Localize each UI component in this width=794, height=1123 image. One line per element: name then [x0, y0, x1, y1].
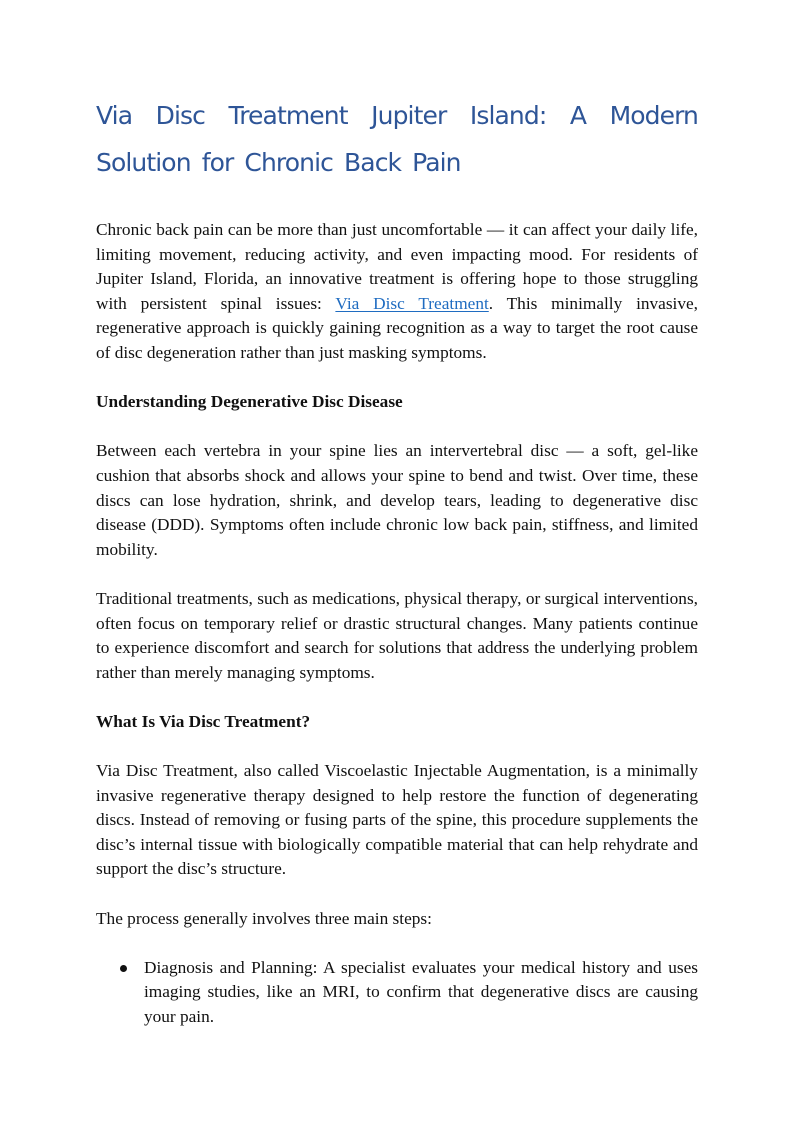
bullet-icon: [120, 965, 127, 972]
intro-text-before-link: Chronic back pain can be more than just uncomfortable — it can affect your daily life, limiting movement, reducing activity, and even impacting mood. For residents of Jupiter Island, Florida, an innovative treatment is offering hope to those struggling with persistent spinal issues:: [96, 220, 698, 313]
document-title: Via Disc Treatment Jupiter Island: A Modern Solution for Chronic Back Pain: [96, 101, 698, 177]
section-heading-understanding-ddd: Understanding Degenerative Disc Disease: [96, 392, 403, 412]
intro-paragraph: [96, 218, 698, 366]
ddd-paragraph-2: Traditional treatments, such as medications, physical therapy, or surgical interventions, often focus on temporary relief or drastic structural changes. Many patients continue to experience discomfort and search for solutions that address the underlying problem rather than merely managing symptoms.: [96, 588, 698, 682]
intro-text-after-link: . This minimally invasive, regenerative approach is quickly gaining recognition as a way to target the root cause of disc degeneration rather than just masking symptoms.: [96, 293, 698, 362]
list-item-text: Diagnosis and Planning: A specialist evaluates your medical history and uses imaging studies, like an MRI, to confirm that degenerative discs are causing your pain.: [144, 957, 698, 1026]
section-heading-what-is-via-disc: What Is Via Disc Treatment?: [96, 711, 311, 731]
via-disc-paragraph-1: Via Disc Treatment, also called Viscoelastic Injectable Augmentation, is a minimally invasive regenerative therapy designed to help restore the function of degenerating discs. Instead of removing or fusing parts of the spine, this procedure supplements the disc’s internal tissue with biologically compatible material that can help rehydrate and support the disc’s structure.: [96, 761, 698, 879]
document-page: [96, 92, 698, 1030]
via-disc-paragraph-2: The process generally involves three main steps:: [96, 908, 432, 928]
list-item: [96, 956, 698, 1030]
ddd-paragraph-1: Between each vertebra in your spine lies an intervertebral disc — a soft, gel-like cushion that absorbs shock and allows your spine to bend and twist. Over time, these discs can lose hydration, shrink, and develop tears, leading to degenerative disc disease (DDD). Symptoms often include chronic low back pain, stiffness, and limited mobility.: [96, 441, 698, 559]
via-disc-treatment-link[interactable]: Via Disc Treatment: [335, 293, 489, 313]
process-steps-list: [96, 956, 698, 1030]
